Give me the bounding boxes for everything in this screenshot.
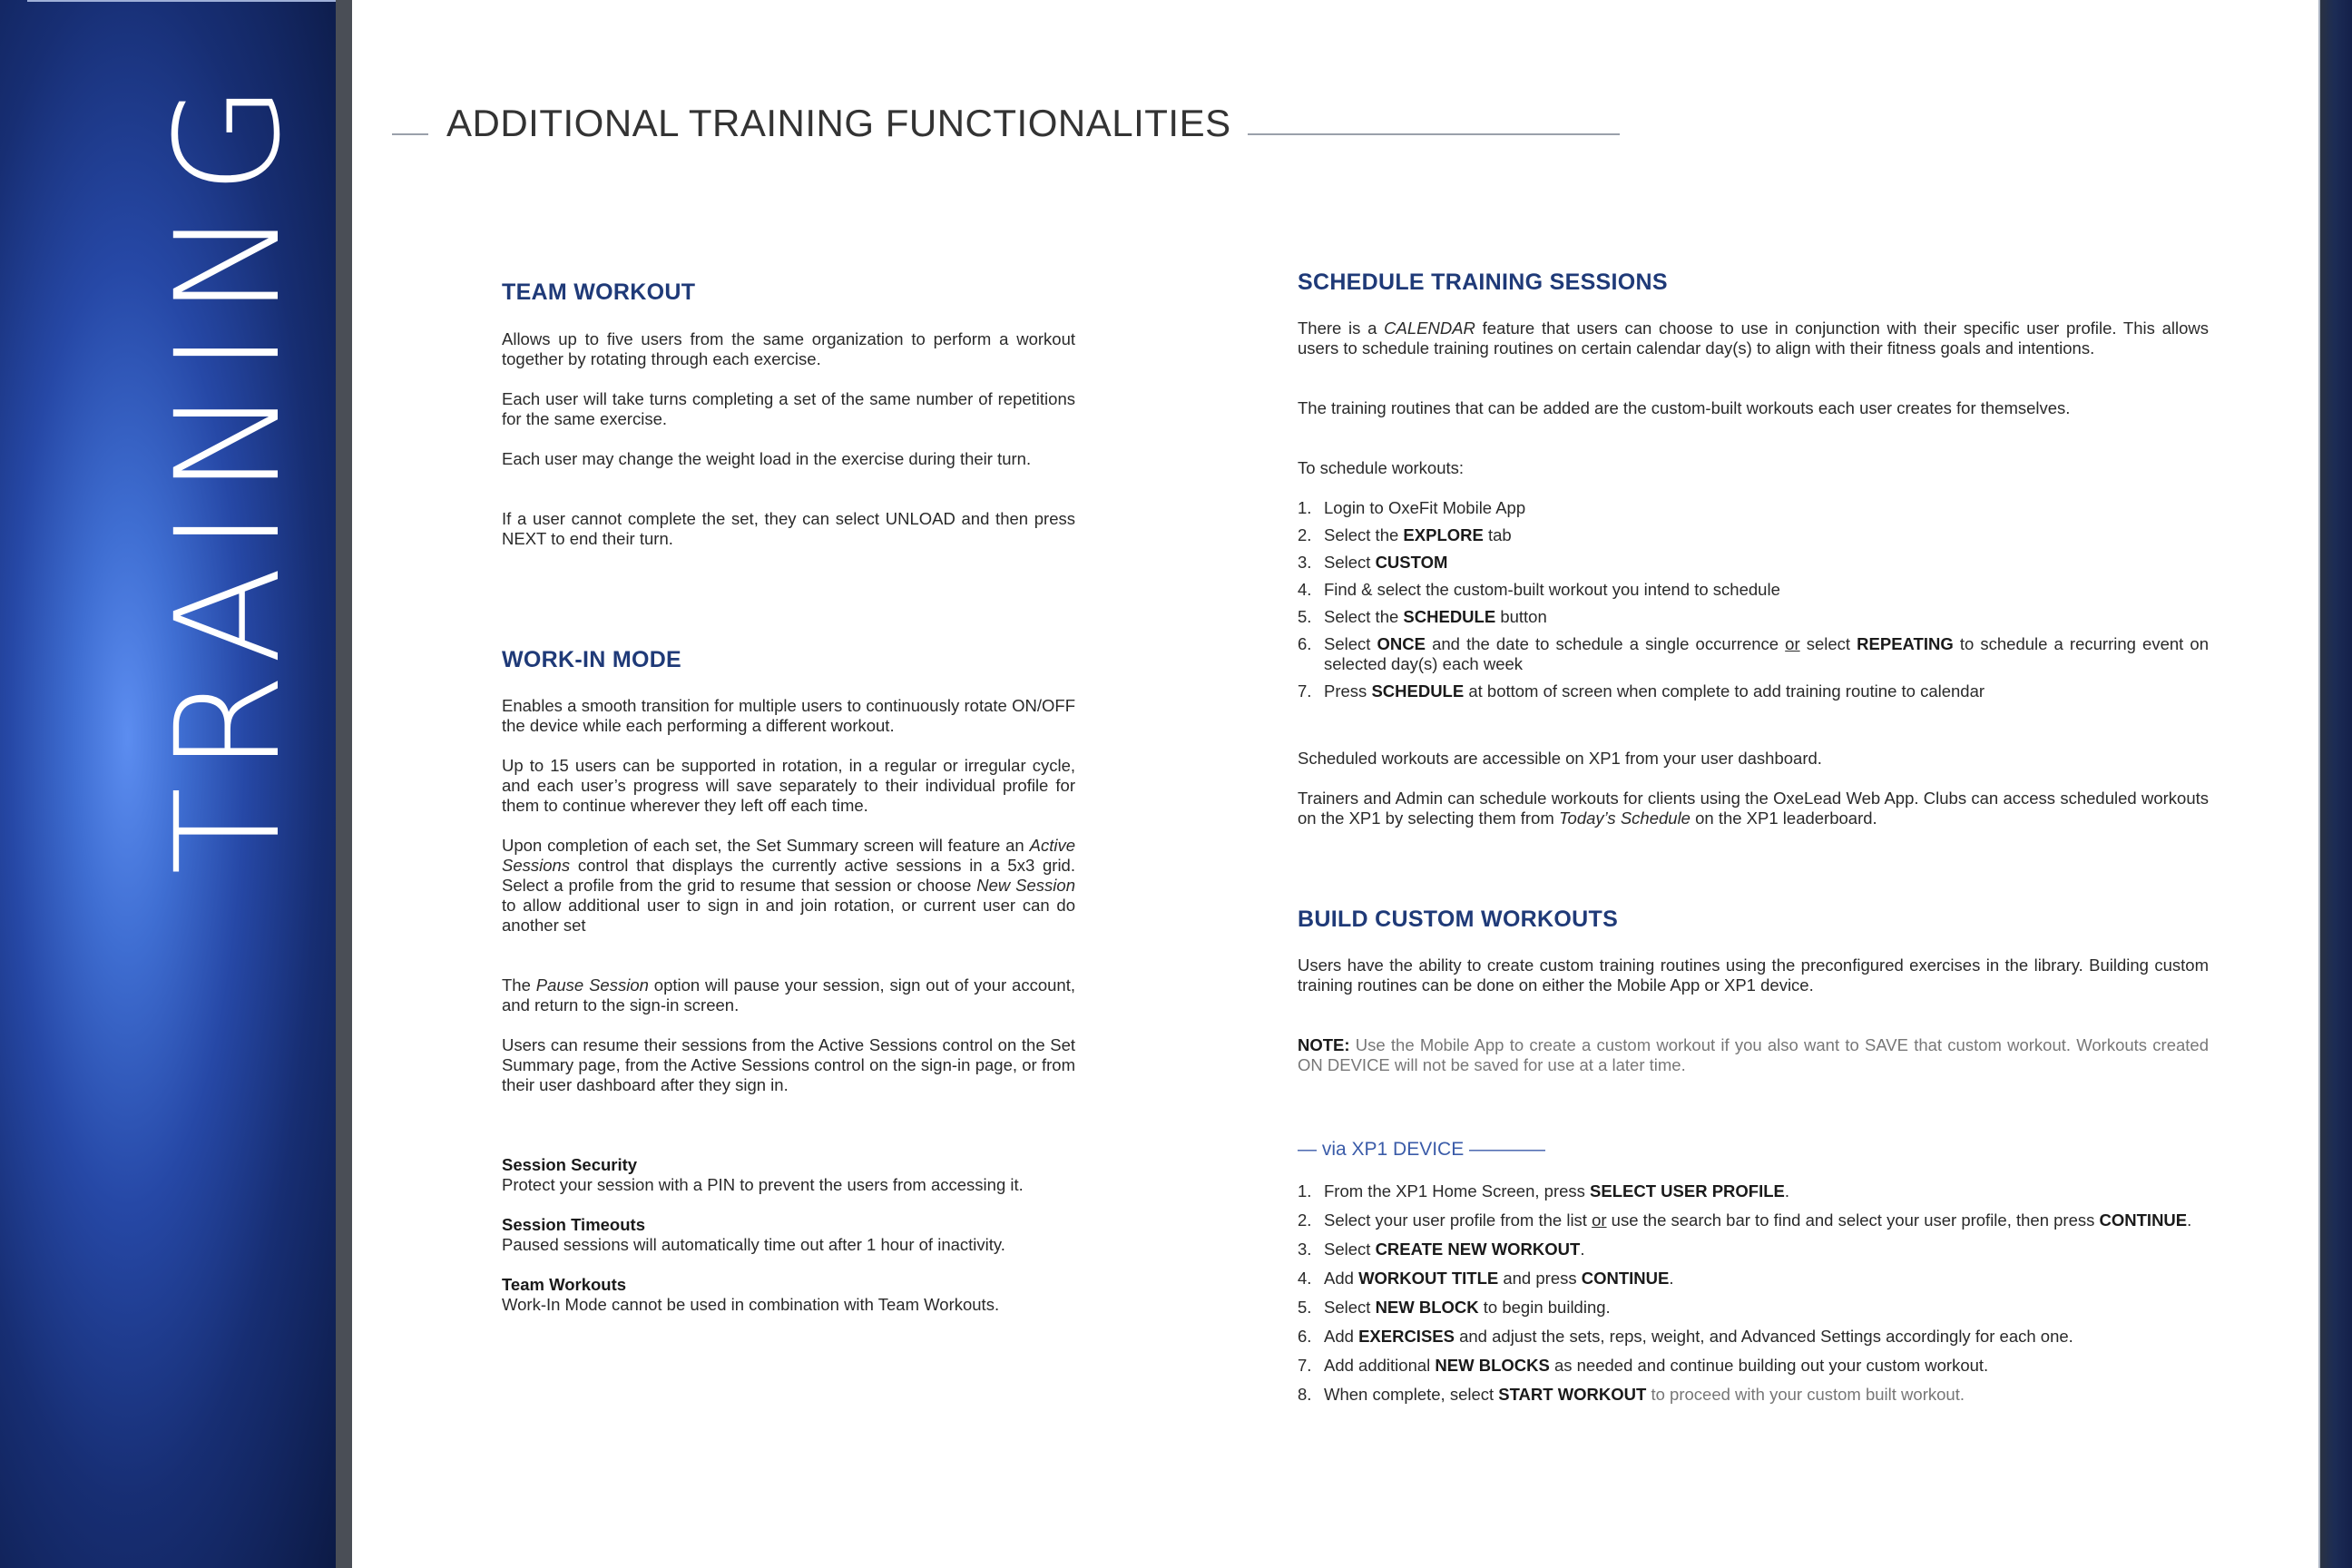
team-workout-p4: If a user cannot complete the set, they can select UNLOAD and then press NEXT to end their turn. [502, 509, 1075, 548]
list-item: 6. Select ONCE and the date to schedule a single occurrence or select REPEATING to schedule a recurring event on selected day(s) each week [1298, 634, 2209, 673]
note-title: Session Security [502, 1155, 638, 1174]
note-team-workouts [502, 1275, 1075, 1315]
list-item: 3. Select CUSTOM [1298, 553, 1448, 572]
list-item: 1. From the XP1 Home Screen, press SELECT USER PROFILE. [1298, 1181, 1789, 1200]
build-note: NOTE: Use the Mobile App to create a custom workout if you also want to SAVE that custom workout. Workouts created ON DEVICE will not be saved for use at a later time. [1298, 1035, 2209, 1074]
list-item: 2. Select your user profile from the list or use the search bar to find and select your user profile, then press CONTINUE. [1298, 1210, 2192, 1230]
list-item: 6. Add EXERCISES and adjust the sets, reps, weight, and Advanced Settings accordingly for each one. [1298, 1327, 2073, 1346]
list-item: 5. Select NEW BLOCK to begin building. [1298, 1298, 1611, 1317]
note-text: Protect your session with a PIN to prevent the users from accessing it. [502, 1175, 1024, 1194]
build-heading: BUILD CUSTOM WORKOUTS [1298, 906, 1619, 932]
header-rule-right [1248, 133, 1620, 135]
list-item: 1. Login to OxeFit Mobile App [1298, 498, 1526, 517]
sidebar-edge [336, 0, 352, 1568]
work-in-p2: Up to 15 users can be supported in rotation, in a regular or irregular cycle, and each user’s progress will save separately to their individual profile for them to continue wherever they left off each time. [502, 756, 1075, 815]
sidebar-top-rule [27, 0, 336, 2]
note-text: Paused sessions will automatically time out after 1 hour of inactivity. [502, 1235, 1005, 1254]
list-item: 2. Select the EXPLORE tab [1298, 525, 1512, 544]
work-in-p3: Upon completion of each set, the Set Summary screen will feature an Active Sessions control that displays the currently active sessions in a 5x3 grid. Select a profile from the grid to resume that session or choose New Session to allow additional user to sign in and join rotation, or current user can do another set [502, 836, 1075, 935]
schedule-p1: There is a CALENDAR feature that users can choose to use in conjunction with their specific user profile. This allows users to schedule training routines on certain calendar day(s) to align with their fitness goals and intentions. [1298, 318, 2209, 358]
list-item: 7. Press SCHEDULE at bottom of screen when complete to add training routine to calendar [1298, 681, 1985, 701]
list-item: 7. Add additional NEW BLOCKS as needed and continue building out your custom workout. [1298, 1356, 1989, 1375]
page-title: ADDITIONAL TRAINING FUNCTIONALITIES [446, 102, 1231, 144]
via-xp1-device-label: — via XP1 DEVICE ———— [1298, 1139, 1546, 1160]
schedule-p3: To schedule workouts: [1298, 458, 1465, 477]
team-workout-p3: Each user may change the weight load in the exercise during their turn. [502, 449, 1032, 468]
team-workout-p1: Allows up to five users from the same organization to perform a workout together by rotating through each exercise. [502, 329, 1075, 368]
build-steps [1298, 1181, 2209, 1405]
right-edge-strip [2320, 0, 2352, 1568]
build-p1: Users have the ability to create custom training routines using the preconfigured exercises in the library. Building custom training routines can be done on either the Mobile App or XP1 device. [1298, 956, 2209, 995]
schedule-p2: The training routines that can be added are the custom-built workouts each user creates for themselves. [1298, 398, 2071, 417]
schedule-steps [1298, 498, 2209, 701]
note-label: NOTE: [1298, 1035, 1350, 1054]
header-rule-left [392, 133, 428, 135]
note-session-security [502, 1155, 1075, 1195]
sidebar-title: TRAINING [145, 69, 312, 875]
work-in-p5: Users can resume their sessions from the Active Sessions control on the Set Summary page, from the Active Sessions control on the sign-in page, or from their user dashboard after they sign in. [502, 1035, 1075, 1094]
list-item: 5. Select the SCHEDULE button [1298, 607, 1547, 626]
work-in-p1: Enables a smooth transition for multiple users to continuously rotate ON/OFF the device while each performing a different workout. [502, 696, 1075, 735]
list-item: 4. Find & select the custom-built workout you intend to schedule [1298, 580, 1780, 599]
list-item: 3. Select CREATE NEW WORKOUT. [1298, 1240, 1585, 1259]
team-workout-heading: TEAM WORKOUT [502, 279, 696, 305]
note-title: Session Timeouts [502, 1215, 645, 1234]
note-title: Team Workouts [502, 1275, 627, 1294]
work-in-mode-heading: WORK-IN MODE [502, 647, 682, 672]
schedule-p4: Scheduled workouts are accessible on XP1 from your user dashboard. [1298, 749, 1822, 768]
work-in-p4: The Pause Session option will pause your session, sign out of your account, and return to the sign-in screen. [502, 975, 1075, 1014]
list-item: 8. When complete, select START WORKOUT to proceed with your custom built workout. [1298, 1385, 1965, 1404]
list-item: 4. Add WORKOUT TITLE and press CONTINUE. [1298, 1269, 1674, 1288]
note-text: Work-In Mode cannot be used in combination with Team Workouts. [502, 1295, 1000, 1314]
schedule-heading: SCHEDULE TRAINING SESSIONS [1298, 270, 1668, 295]
note-session-timeouts [502, 1215, 1075, 1255]
team-workout-p2: Each user will take turns completing a set of the same number of repetitions for the same exercise. [502, 389, 1075, 428]
sidebar-panel [0, 0, 336, 1568]
schedule-p5: Trainers and Admin can schedule workouts for clients using the OxeLead Web App. Clubs can access scheduled workouts on the XP1 by selecting them from Today’s Schedule on the XP1 leaderboard. [1298, 789, 2209, 828]
